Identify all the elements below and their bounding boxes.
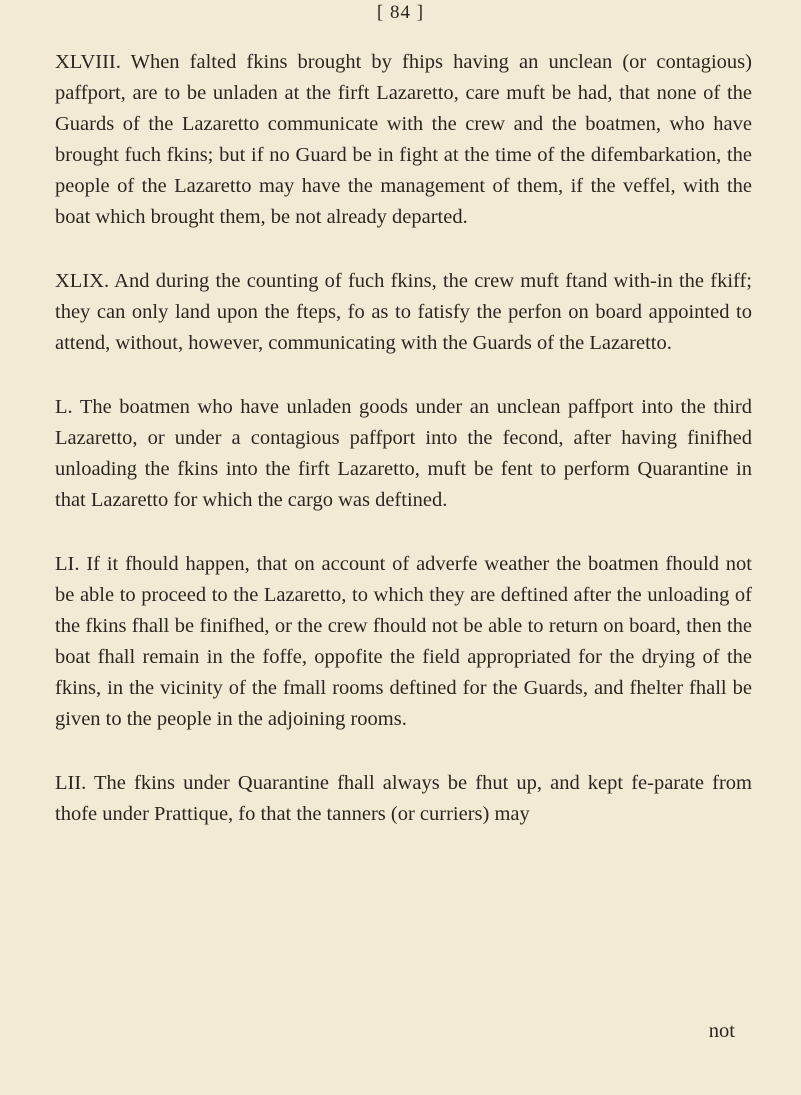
paragraph-li: LI. If it fhould happen, that on account of adverfe weather the boatmen fhould not be able to proceed to the Lazaretto, to which they are deftined after the unloading of the fkins fhall be finifhed, or the crew fhould not be able to return on board, then the boat fhall remain in the foffe, oppofite the field appropriated for the drying of the fkins, in the vicinity of the fmall rooms deftined for the Guards, and fhelter fhall be given to the people in the adjoining rooms. [55,553,752,730]
paragraph-lii: LII. The fkins under Quarantine fhall always be fhut up, and kept fe-parate from thofe under Prattique, fo that the tanners (or curriers) may [55,772,752,825]
paragraph-l: L. The boatmen who have unladen goods under an unclean paffport into the third Lazaretto, or under a contagious paffport into the fecond, after having finifhed unloading the fkins into the firft Lazaretto, muft be fent to perform Quarantine in that Lazaretto for which the cargo was deftined. [55,396,752,511]
body-text [55,47,752,863]
paragraph-xlviii: XLVIII. When falted fkins brought by fhips having an unclean (or contagious) paffport, are to be unladen at the firft Lazaretto, care muft be had, that none of the Guards of the Lazaretto communicate with the crew and the boatmen, who have brought fuch fkins; but if no Guard be in fight at the time of the difembarkation, the people of the Lazaretto may have the management of them, if the veffel, with the boat which brought them, be not already departed. [55,51,752,228]
paragraph-xlix: XLIX. And during the counting of fuch fkins, the crew muft ftand with-in the fkiff; they can only land upon the fteps, fo as to fatisfy the perfon on board appointed to attend, without, however, communicating with the Guards of the Lazaretto. [55,270,752,354]
page-number: [ 84 ] [376,2,425,23]
catchword: not [708,1020,735,1042]
